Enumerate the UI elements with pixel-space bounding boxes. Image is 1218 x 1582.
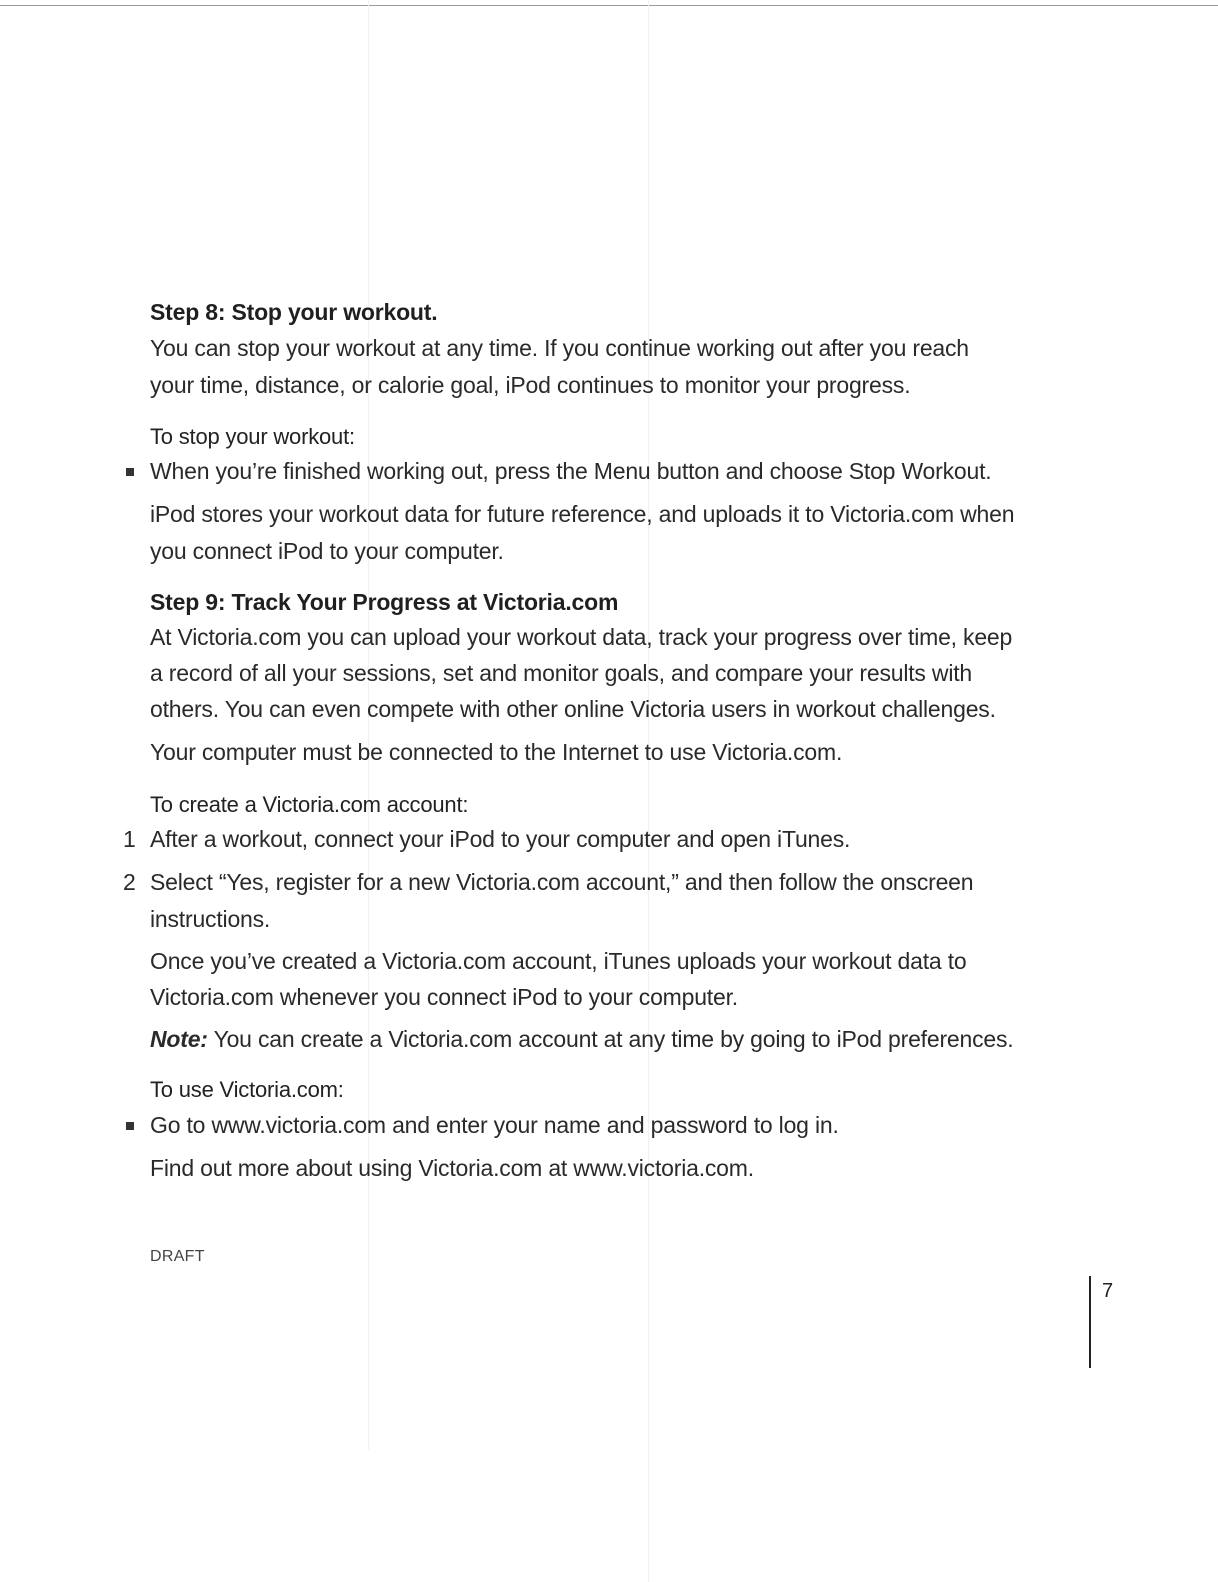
- step-text: After a workout, connect your iPod to your computer and open iTunes.: [150, 826, 851, 852]
- step8-body-line: You can stop your workout at any time. If you continue working out after you reach: [150, 335, 969, 361]
- step9-body-line: a record of all your sessions, set and monitor goals, and compare your results with: [150, 660, 973, 686]
- note-paragraph: [150, 1024, 1013, 1054]
- draft-label: DRAFT: [150, 1248, 205, 1265]
- step9-body-line: others. You can even compete with other online Victoria users in workout challenges.: [150, 696, 996, 722]
- once-created-line: Once you’ve created a Victoria.com account, iTunes uploads your workout data to: [150, 948, 967, 974]
- bullet-square-icon: [126, 1122, 134, 1130]
- page-number-rule: [1089, 1276, 1091, 1368]
- once-created-line: Victoria.com whenever you connect iPod to your computer.: [150, 984, 738, 1010]
- stop-workout-subheading: To stop your workout:: [150, 424, 355, 449]
- numbered-step: [123, 867, 974, 897]
- step9-heading: Step 9: Track Your Progress at Victoria.com: [150, 589, 619, 615]
- bullet-square-icon: [126, 468, 134, 476]
- create-account-subheading: To create a Victoria.com account:: [150, 792, 469, 817]
- ipod-stores-line: you connect iPod to your computer.: [150, 538, 504, 564]
- fold-line: [368, 0, 369, 1450]
- step-text: Select “Yes, register for a new Victoria.com account,” and then follow the onscreen: [150, 869, 974, 895]
- numbered-step: [123, 824, 851, 854]
- step8-body-line: your time, distance, or calorie goal, iPod continues to monitor your progress.: [150, 372, 911, 398]
- step-text-continuation: instructions.: [150, 906, 271, 932]
- note-label: Note:: [150, 1026, 208, 1052]
- step8-heading: Step 8: Stop your workout.: [150, 299, 438, 325]
- internet-requirement-line: Your computer must be connected to the Internet to use Victoria.com.: [150, 739, 843, 765]
- ipod-stores-line: iPod stores your workout data for future reference, and uploads it to Victoria.com when: [150, 501, 1015, 527]
- stop-workout-bullet-item: [150, 456, 991, 486]
- step-number: 1: [123, 826, 136, 852]
- use-victoria-bullet-text: Go to www.victoria.com and enter your name and password to log in.: [150, 1112, 839, 1138]
- step9-body-line: At Victoria.com you can upload your workout data, track your progress over time, keep: [150, 624, 1013, 650]
- find-out-more-line: Find out more about using Victoria.com at www.victoria.com.: [150, 1155, 754, 1181]
- use-victoria-subheading: To use Victoria.com:: [150, 1077, 344, 1102]
- step-number: 2: [123, 869, 136, 895]
- use-victoria-bullet-item: [150, 1110, 839, 1140]
- stop-workout-bullet-text: When you’re finished working out, press the Menu button and choose Stop Workout.: [150, 458, 992, 484]
- fold-line: [648, 0, 649, 1582]
- top-rule: [0, 5, 1218, 6]
- page-number: 7: [1102, 1280, 1114, 1302]
- note-text: You can create a Victoria.com account at any time by going to iPod preferences.: [213, 1026, 1014, 1052]
